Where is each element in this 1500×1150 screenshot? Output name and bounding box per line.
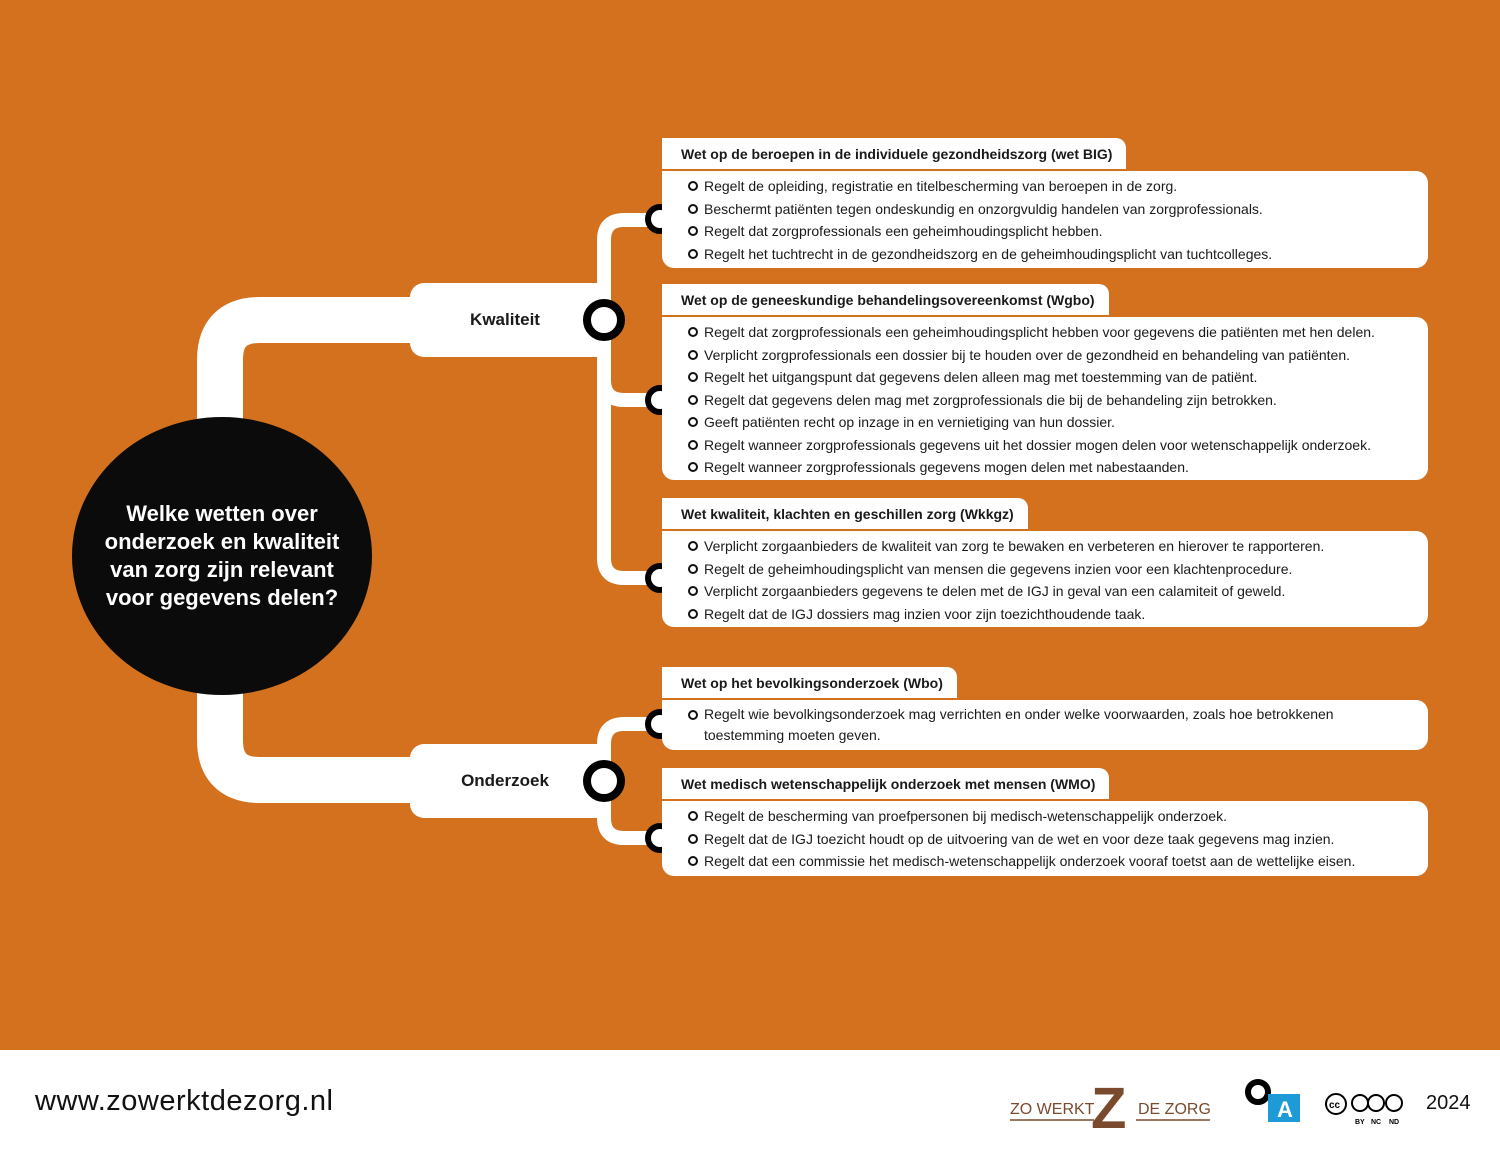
list-item: Verplicht zorgaanbieders de kwaliteit van zorg te bewaken en verbeteren en hierover te rapporteren.: [704, 535, 1418, 558]
law-wmo-list: [662, 801, 1428, 873]
list-item: Regelt wanneer zorgprofessionals gegevens uit het dossier mogen delen voor wetenschappelijk onderzoek.: [704, 434, 1418, 457]
law-wkkgz-panel: [662, 531, 1428, 627]
law-wmo-title: [662, 768, 1109, 799]
law-big-panel: [662, 171, 1428, 268]
list-item: Regelt dat gegevens delen mag met zorgprofessionals die bij de behandeling zijn betrokken.: [704, 389, 1418, 412]
list-item: Regelt wie bevolkingsonderzoek mag verrichten en onder welke voorwaarden, zoals hoe betrokkenen toestemming moeten geven.: [704, 704, 1418, 746]
list-item: Regelt wanneer zorgprofessionals gegevens mogen delen met nabestaanden.: [704, 456, 1418, 479]
law-wkkgz-title: [662, 498, 1028, 529]
law-wmo-title-text: Wet medisch wetenschappelijk onderzoek met mensen (WMO): [681, 775, 1096, 792]
law-wkkgz-list: [662, 531, 1428, 625]
law-wbo-panel: [662, 700, 1428, 750]
cc-by: BY: [1355, 1119, 1365, 1126]
central-question: [72, 417, 372, 695]
list-item: Regelt dat de IGJ toezicht houdt op de uitvoering van de wet en voor deze taak gegevens mag inzien.: [704, 828, 1418, 851]
branch-onderzoek-label: Onderzoek: [461, 771, 549, 790]
list-item: Regelt de geheimhoudingsplicht van mensen die gegevens inzien voor een klachtenprocedure.: [704, 558, 1418, 581]
logo-left-text: ZO WERKT: [1010, 1101, 1095, 1118]
law-wbo-title: [662, 667, 957, 698]
law-wbo-title-text: Wet op het bevolkingsonderzoek (Wbo): [681, 674, 943, 691]
branch-kwaliteit: [410, 283, 600, 357]
central-question-text: Welke wetten over onderzoek en kwaliteit van zorg zijn relevant voor gegevens delen?: [104, 501, 340, 610]
cc-nc: NC: [1371, 1119, 1382, 1126]
law-wmo-panel: [662, 801, 1428, 876]
list-item: Verplicht zorgprofessionals een dossier bij te houden over de gezondheid en behandeling van patiënten.: [704, 344, 1418, 367]
law-wgbo-list: [662, 317, 1428, 479]
svg-text:cc: cc: [1329, 1100, 1341, 1111]
law-big-list: [662, 171, 1428, 265]
list-item: Regelt dat de IGJ dossiers mag inzien voor zijn toezichthoudende taak.: [704, 603, 1418, 626]
oa-letter: A: [1277, 1097, 1293, 1122]
branch-onderzoek: [410, 744, 600, 818]
law-big-title: [662, 138, 1126, 169]
logo-right-text: DE ZORG: [1138, 1101, 1211, 1118]
list-item: Regelt het uitgangspunt dat gegevens delen alleen mag met toestemming van de patiënt.: [704, 366, 1418, 389]
law-wgbo-title-text: Wet op de geneeskundige behandelingsovereenkomst (Wgbo): [681, 291, 1095, 308]
law-wgbo-panel: [662, 317, 1428, 480]
zo-werkt-de-zorg-logo: [1008, 1080, 1213, 1135]
list-item: Verplicht zorgaanbieders gegevens te delen met de IGJ in geval van een calamiteit of geweld.: [704, 580, 1418, 603]
creative-commons-icon: [1324, 1092, 1416, 1126]
law-wbo-list: [662, 700, 1428, 746]
list-item: Geeft patiënten recht op inzage in en vernietiging van hun dossier.: [704, 411, 1418, 434]
list-item: Regelt de opleiding, registratie en titelbescherming van beroepen in de zorg.: [704, 175, 1418, 198]
law-wgbo-title: [662, 284, 1109, 315]
oa-logo: [1244, 1078, 1302, 1124]
website-link[interactable]: www.zowerktdezorg.nl: [35, 1085, 334, 1117]
logo-z-letter: Z: [1091, 1080, 1127, 1135]
cc-nd: ND: [1389, 1119, 1400, 1126]
law-wkkgz-title-text: Wet kwaliteit, klachten en geschillen zorg (Wkkgz): [681, 505, 1014, 522]
law-big-title-text: Wet op de beroepen in de individuele gezondheidszorg (wet BIG): [681, 145, 1113, 162]
year-label: 2024: [1426, 1092, 1471, 1114]
list-item: Regelt de bescherming van proefpersonen bij medisch-wetenschappelijk onderzoek.: [704, 805, 1418, 828]
list-item: Regelt het tuchtrecht in de gezondheidszorg en de geheimhoudingsplicht van tuchtcolleges.: [704, 243, 1418, 266]
list-item: Regelt dat zorgprofessionals een geheimhoudingsplicht hebben voor gegevens die patiënten met hen delen.: [704, 321, 1418, 344]
list-item: Regelt dat een commissie het medisch-wetenschappelijk onderzoek vooraf toetst aan de wettelijke eisen.: [704, 850, 1418, 873]
list-item: Beschermt patiënten tegen ondeskundig en onzorgvuldig handelen van zorgprofessionals.: [704, 198, 1418, 221]
list-item: Regelt dat zorgprofessionals een geheimhoudingsplicht hebben.: [704, 220, 1418, 243]
branch-kwaliteit-label: Kwaliteit: [470, 310, 540, 329]
